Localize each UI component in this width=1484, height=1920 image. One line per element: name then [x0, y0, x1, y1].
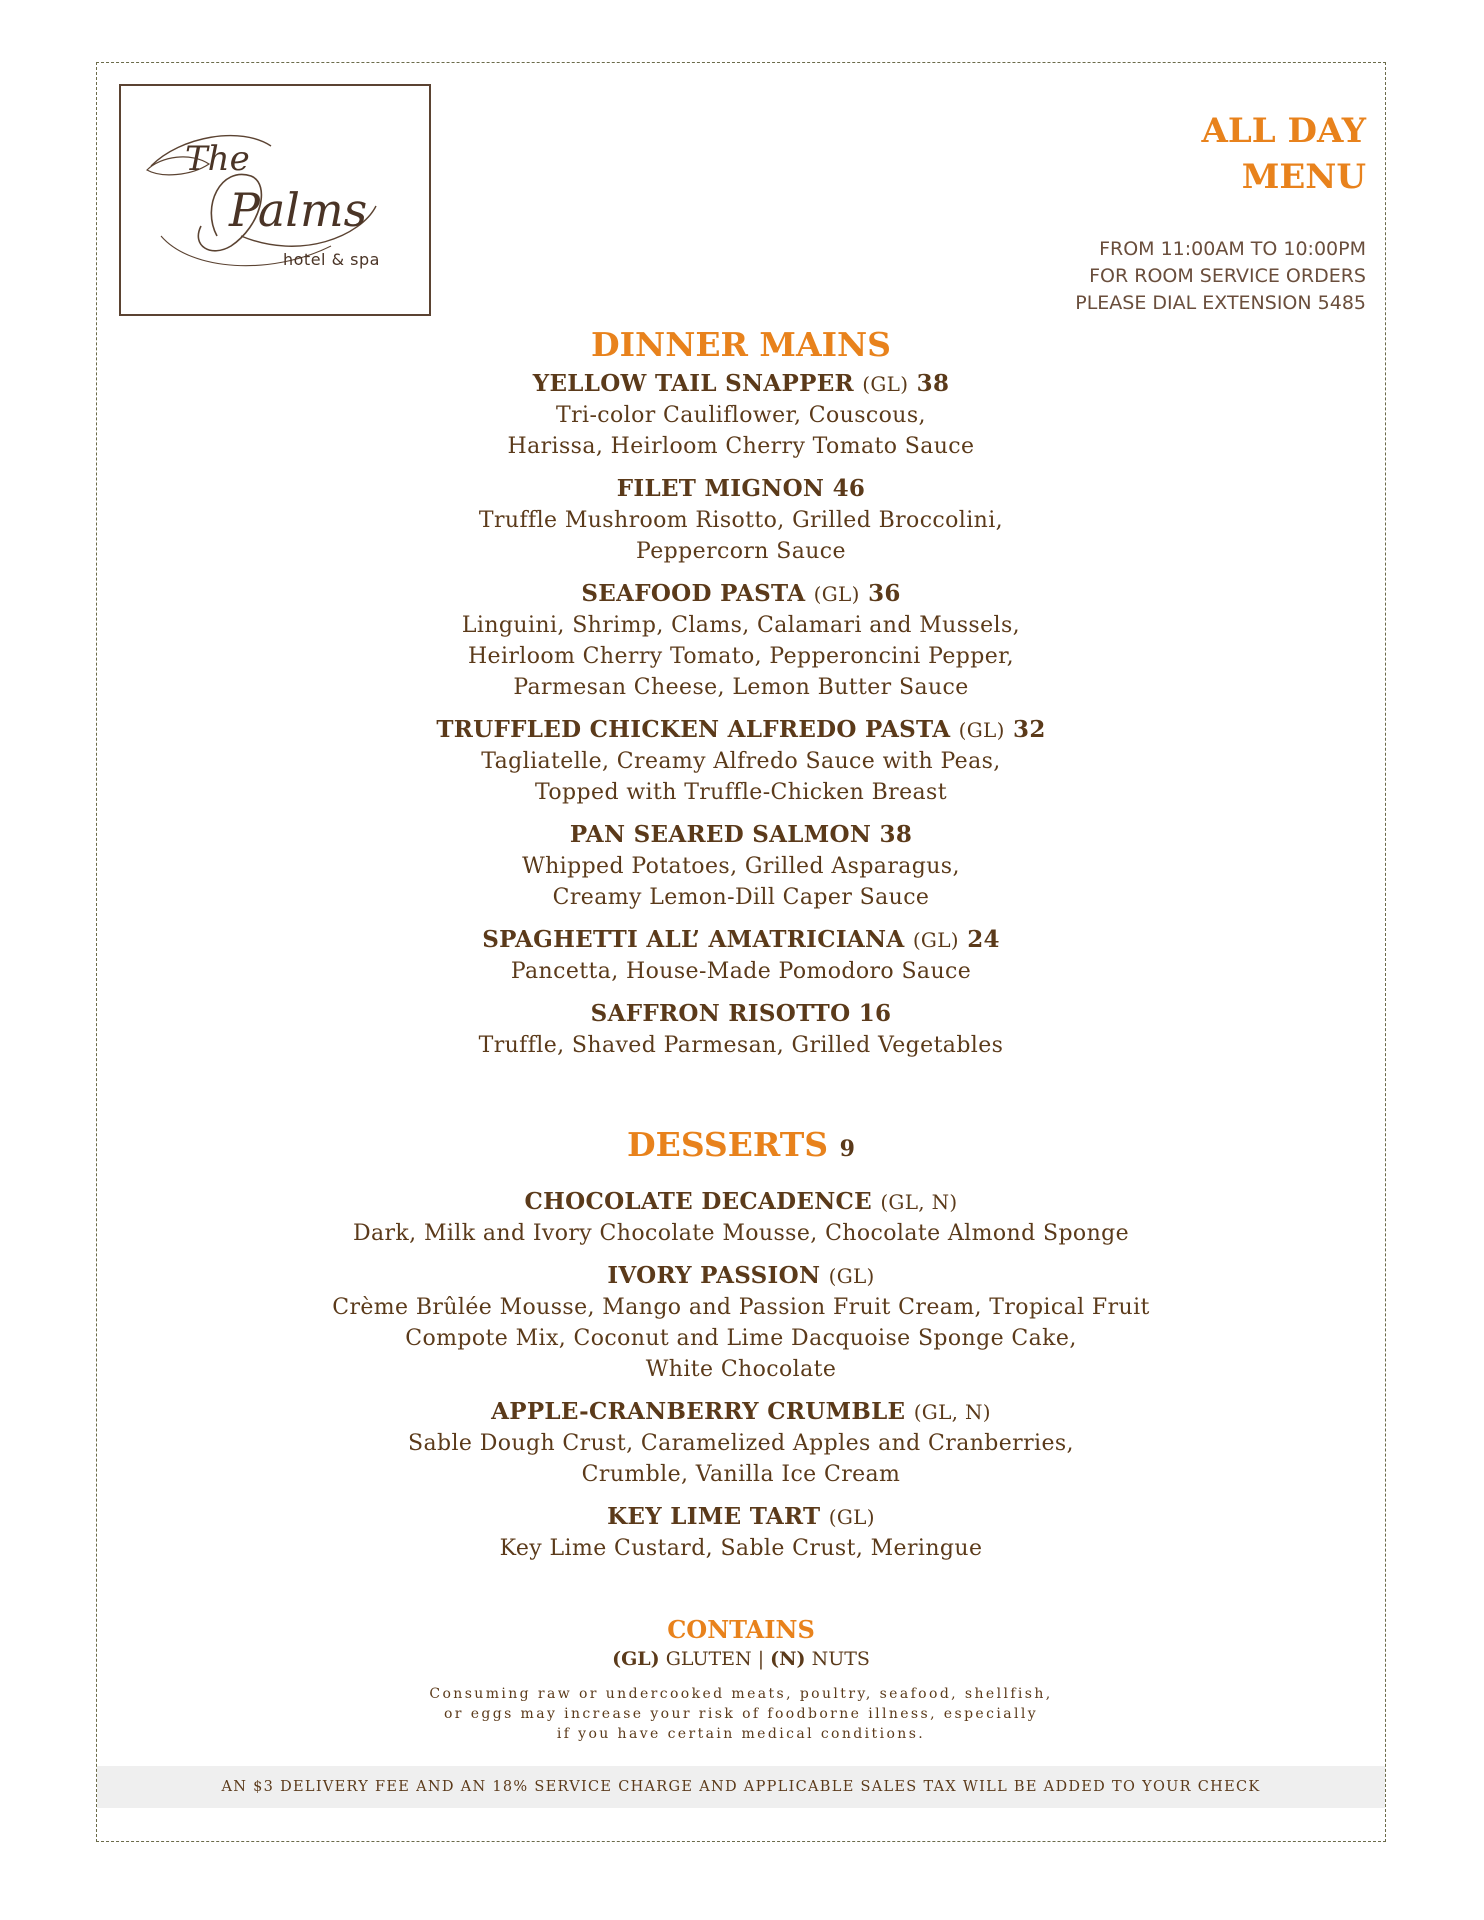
menu-item-name: APPLE-CRANBERRY CRUMBLE [491, 1398, 906, 1425]
menu-item-allergens: (GL, N) [880, 1190, 958, 1214]
menu-item-name: TRUFFLED CHICKEN ALFREDO PASTA [436, 716, 951, 743]
desserts-title [96, 1122, 1386, 1172]
dinner-mains-title: DINNER MAINS [590, 325, 891, 364]
desserts-list [96, 1186, 1386, 1564]
menu-item-allergens: (GL) [862, 372, 909, 396]
menu-item [96, 473, 1386, 567]
menu-item-description: Compote Mix, Coconut and Lime Dacquoise Sponge Cake, [405, 1326, 1077, 1351]
food-safety-disclaimer [96, 1684, 1386, 1744]
menu-item-name: FILET MIGNON [616, 475, 825, 502]
menu-title-line2: MENU [1241, 157, 1366, 197]
menu-item [96, 1186, 1386, 1249]
menu-item-heading [96, 924, 1386, 956]
disclaimer-line: if you have certain medical conditions. [556, 1726, 926, 1742]
palms-script-logo-icon [121, 86, 429, 314]
allergen-legend [96, 1646, 1386, 1672]
menu-item [96, 714, 1386, 808]
contains-section [96, 1614, 1386, 1744]
menu-title-line1: ALL DAY [1201, 111, 1366, 151]
menu-item-name: KEY LIME TART [607, 1503, 821, 1530]
menu-item-price: 24 [967, 926, 1000, 953]
menu-item-description: Pancetta, House-Made Pomodoro Sauce [510, 959, 972, 984]
menu-item-name: CHOCOLATE DECADENCE [524, 1188, 872, 1215]
service-hours: FROM 11:00AM TO 10:00PM [1099, 238, 1366, 260]
disclaimer-line: Consuming raw or undercooked meats, poultry, seafood, shellfish, [429, 1686, 1053, 1702]
menu-item-description: Peppercorn Sauce [636, 539, 846, 564]
logo [119, 84, 431, 316]
menu-item-name: SEAFOOD PASTA [581, 580, 806, 607]
service-info [1075, 236, 1366, 317]
menu-item-name: SAFFRON RISOTTO [590, 1000, 851, 1027]
menu-item-allergens: (GL) [958, 718, 1005, 742]
gluten-code: (GL) [612, 1648, 660, 1670]
menu-item-heading [96, 819, 1386, 851]
desserts-price: 9 [839, 1136, 855, 1162]
menu-item-heading [96, 998, 1386, 1030]
disclaimer-line: or eggs may increase your risk of foodborne illness, especially [443, 1706, 1039, 1722]
menu-item-description: Heirloom Cherry Tomato, Pepperoncini Pepper, [467, 644, 1015, 669]
menu-item-name: IVORY PASSION [607, 1262, 821, 1289]
menu-item-description: Key Lime Custard, Sable Crust, Meringue [499, 1536, 983, 1561]
menu-item-heading [96, 1260, 1386, 1292]
menu-item-description: Parmesan Cheese, Lemon Butter Sauce [513, 675, 969, 700]
menu-item [96, 1396, 1386, 1490]
menu-item-description: Dark, Milk and Ivory Chocolate Mousse, Chocolate Almond Sponge [352, 1221, 1130, 1246]
dinner-mains-list [96, 368, 1386, 1061]
menu-item-description: Sable Dough Crust, Caramelized Apples and Cranberries, [408, 1431, 1074, 1456]
menu-item-heading [96, 1501, 1386, 1533]
menu-item [96, 998, 1386, 1061]
service-extension: PLEASE DIAL EXTENSION 5485 [1075, 292, 1366, 314]
desserts-section [96, 1122, 1386, 1575]
menu-item [96, 1260, 1386, 1385]
menu-item-price: 38 [879, 821, 913, 848]
dinner-mains-section [96, 322, 1386, 1072]
logo-the-text: The [185, 139, 250, 179]
menu-item [96, 578, 1386, 703]
menu-item-description: Crumble, Vanilla Ice Cream [581, 1462, 901, 1487]
menu-item-description: Whipped Potatoes, Grilled Asparagus, [522, 854, 960, 879]
menu-item-price: 36 [868, 580, 901, 607]
desserts-title-text: DESSERTS [627, 1125, 829, 1164]
menu-item-price: 46 [832, 475, 866, 502]
menu-item [96, 368, 1386, 462]
menu-item-allergens: (GL) [828, 1505, 875, 1529]
menu-item-description: Harissa, Heirloom Cherry Tomato Sauce [507, 434, 975, 459]
menu-item-heading [96, 473, 1386, 505]
menu-item-description: Topped with Truffle-Chicken Breast [535, 780, 947, 805]
logo-palms-text: Palms [229, 183, 368, 237]
gluten-label: GLUTEN [665, 1648, 752, 1670]
menu-item-allergens: (GL) [828, 1264, 875, 1288]
legend-separator: | [757, 1648, 765, 1670]
nuts-code: (N) [770, 1648, 806, 1670]
service-orders: FOR ROOM SERVICE ORDERS [1089, 265, 1366, 287]
menu-item-allergens: (GL, N) [913, 1400, 991, 1424]
menu-item-name: YELLOW TAIL SNAPPER [532, 370, 854, 397]
menu-item-name: PAN SEARED SALMON [569, 821, 872, 848]
menu-item-name: SPAGHETTI ALL’ AMATRICIANA [482, 926, 905, 953]
menu-item-description: Linguini, Shrimp, Clams, Calamari and Mussels, [461, 613, 1021, 638]
contains-title: CONTAINS [667, 1615, 815, 1644]
menu-item-description: Tri-color Cauliflower, Couscous, [556, 403, 926, 428]
nuts-label: NUTS [811, 1648, 870, 1670]
footer-band [97, 1766, 1385, 1808]
menu-item-allergens: (GL) [813, 582, 860, 606]
menu-item-description: Truffle Mushroom Risotto, Grilled Broccolini, [478, 508, 1004, 533]
menu-item-heading [96, 714, 1386, 746]
menu-item-heading [96, 1186, 1386, 1218]
menu-item-description: Crème Brûlée Mousse, Mango and Passion Fruit Cream, Tropical Fruit [332, 1295, 1150, 1320]
menu-item-description: Creamy Lemon-Dill Caper Sauce [552, 885, 930, 910]
menu-item [96, 1501, 1386, 1564]
menu-item-allergens: (GL) [912, 928, 959, 952]
menu-item-price: 38 [916, 370, 950, 397]
menu-item [96, 819, 1386, 913]
menu-item-description: Truffle, Shaved Parmesan, Grilled Vegetables [478, 1033, 1004, 1058]
menu-title [1202, 108, 1366, 200]
menu-item-description: Tagliatelle, Creamy Alfredo Sauce with Peas, [481, 749, 1001, 774]
menu-item-heading [96, 578, 1386, 610]
menu-item-heading [96, 368, 1386, 400]
logo-subtitle: hotel & spa [283, 250, 380, 269]
delivery-fee-notice: AN $3 DELIVERY FEE AND AN 18% SERVICE CHARGE AND APPLICABLE SALES TAX WILL BE ADDED TO YOUR CHECK [221, 1779, 1261, 1795]
menu-item-price: 16 [858, 1000, 892, 1027]
menu-item [96, 924, 1386, 987]
menu-item-heading [96, 1396, 1386, 1428]
menu-item-price: 32 [1013, 716, 1046, 743]
menu-item-description: White Chocolate [645, 1357, 837, 1382]
